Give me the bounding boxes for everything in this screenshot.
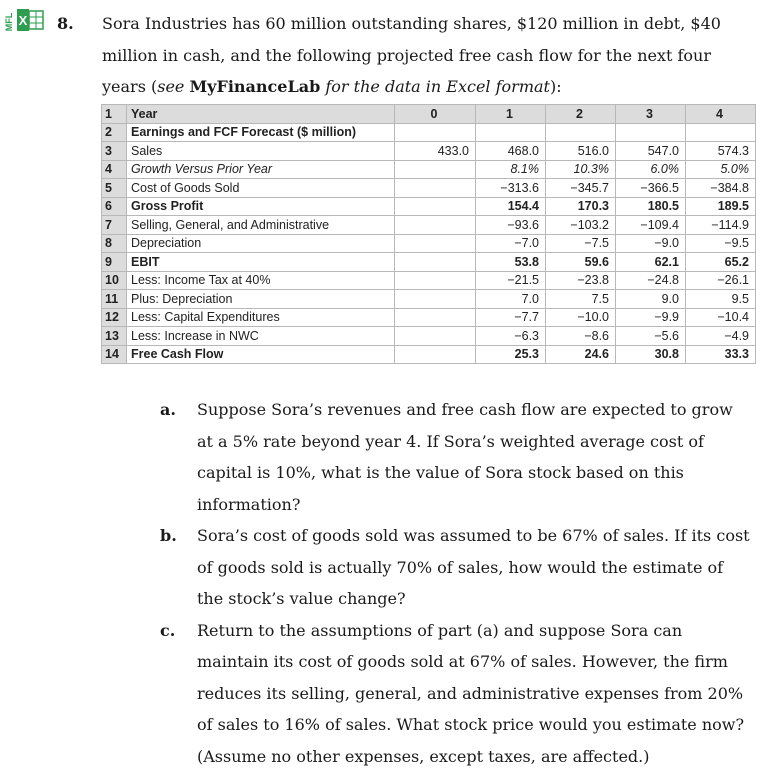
sheet-row-6 bbox=[102, 197, 756, 216]
row-number: 12 bbox=[102, 308, 127, 327]
cell-year-2: −103.2 bbox=[546, 216, 616, 235]
row-label: Less: Increase in NWC bbox=[127, 327, 395, 346]
row-number: 9 bbox=[102, 253, 127, 272]
cell-year-0 bbox=[395, 160, 476, 179]
cell-year-4: −384.8 bbox=[686, 179, 756, 198]
cell-year-2: −10.0 bbox=[546, 308, 616, 327]
cell-year-1: 468.0 bbox=[476, 142, 546, 161]
cell-year-2: −23.8 bbox=[546, 271, 616, 290]
sheet-row-2 bbox=[102, 123, 756, 142]
cell-year-0 bbox=[395, 179, 476, 198]
cell-year-0 bbox=[395, 271, 476, 290]
cell-year-3: 30.8 bbox=[616, 345, 686, 364]
row-number: 8 bbox=[102, 234, 127, 253]
sheet-row-11 bbox=[102, 290, 756, 309]
cell-year-3 bbox=[616, 123, 686, 142]
intro-text: Sora Industries has 60 million outstanding shares, $120 million in debt, $40 million in cash, and the following projected free cash flow for the next four years ( bbox=[102, 14, 721, 96]
row-label: Gross Profit bbox=[127, 197, 395, 216]
part-b-label: b. bbox=[160, 520, 197, 615]
cell-year-2: 7.5 bbox=[546, 290, 616, 309]
cell-year-4: 189.5 bbox=[686, 197, 756, 216]
cell-year-0: 0 bbox=[395, 105, 476, 124]
myfinancelab-link[interactable]: MyFinanceLab bbox=[189, 77, 320, 96]
question-number: 8. bbox=[57, 14, 74, 33]
row-label: Plus: Depreciation bbox=[127, 290, 395, 309]
cell-year-3: −109.4 bbox=[616, 216, 686, 235]
part-a-text: Suppose Sora’s revenues and free cash flow are expected to grow at a 5% rate beyond year 4. If Sora’s weighted average cost of capital is 10%, what is the value of Sora stock based on this information? bbox=[197, 394, 752, 520]
row-label: Less: Income Tax at 40% bbox=[127, 271, 395, 290]
intro-see: see bbox=[157, 77, 189, 96]
cell-year-2: 10.3% bbox=[546, 160, 616, 179]
part-a-label: a. bbox=[160, 394, 197, 520]
sheet-row-1 bbox=[102, 105, 756, 124]
cell-year-4: 4 bbox=[686, 105, 756, 124]
sheet-row-4 bbox=[102, 160, 756, 179]
cell-year-0 bbox=[395, 234, 476, 253]
row-number: 4 bbox=[102, 160, 127, 179]
part-c-label: c. bbox=[160, 615, 197, 772]
part-a bbox=[160, 394, 760, 520]
sheet-row-7 bbox=[102, 216, 756, 235]
cell-year-4: 5.0% bbox=[686, 160, 756, 179]
sheet-row-9 bbox=[102, 253, 756, 272]
cell-year-1 bbox=[476, 123, 546, 142]
part-c bbox=[160, 615, 760, 772]
sheet-row-8 bbox=[102, 234, 756, 253]
cell-year-4: −10.4 bbox=[686, 308, 756, 327]
cell-year-4: −26.1 bbox=[686, 271, 756, 290]
cell-year-4: 33.3 bbox=[686, 345, 756, 364]
cell-year-4 bbox=[686, 123, 756, 142]
cell-year-3: −9.9 bbox=[616, 308, 686, 327]
cell-year-2: 516.0 bbox=[546, 142, 616, 161]
row-label: Earnings and FCF Forecast ($ million) bbox=[127, 123, 395, 142]
cell-year-0 bbox=[395, 123, 476, 142]
cell-year-0 bbox=[395, 253, 476, 272]
fcf-spreadsheet bbox=[101, 104, 756, 364]
cell-year-2 bbox=[546, 123, 616, 142]
sheet-row-10 bbox=[102, 271, 756, 290]
cell-year-4: −114.9 bbox=[686, 216, 756, 235]
cell-year-0 bbox=[395, 290, 476, 309]
part-b-text: Sora’s cost of goods sold was assumed to be 67% of sales. If its cost of goods sold is actually 70% of sales, how would the estimate of the stock’s value change? bbox=[197, 520, 752, 615]
cell-year-1: −7.7 bbox=[476, 308, 546, 327]
row-number: 6 bbox=[102, 197, 127, 216]
cell-year-0 bbox=[395, 197, 476, 216]
row-number: 3 bbox=[102, 142, 127, 161]
cell-year-2: 2 bbox=[546, 105, 616, 124]
cell-year-2: −345.7 bbox=[546, 179, 616, 198]
cell-year-3: −9.0 bbox=[616, 234, 686, 253]
cell-year-0 bbox=[395, 216, 476, 235]
cell-year-1: 1 bbox=[476, 105, 546, 124]
cell-year-3: 3 bbox=[616, 105, 686, 124]
svg-text:X: X bbox=[19, 13, 28, 28]
cell-year-3: 547.0 bbox=[616, 142, 686, 161]
cell-year-1: 8.1% bbox=[476, 160, 546, 179]
cell-year-2: −8.6 bbox=[546, 327, 616, 346]
row-label: EBIT bbox=[127, 253, 395, 272]
intro-excel-note: for the data in Excel format bbox=[320, 77, 550, 96]
cell-year-4: 9.5 bbox=[686, 290, 756, 309]
cell-year-0 bbox=[395, 345, 476, 364]
row-label: Less: Capital Expenditures bbox=[127, 308, 395, 327]
excel-mfl-icon[interactable] bbox=[4, 6, 46, 38]
mfl-icon-text: MFL bbox=[4, 12, 14, 31]
row-number: 10 bbox=[102, 271, 127, 290]
cell-year-3: −366.5 bbox=[616, 179, 686, 198]
cell-year-3: 180.5 bbox=[616, 197, 686, 216]
part-b bbox=[160, 520, 760, 615]
cell-year-0 bbox=[395, 308, 476, 327]
part-c-text: Return to the assumptions of part (a) and suppose Sora can maintain its cost of goods sold at 67% of sales. However, the firm reduces its selling, general, and administrative expenses from 20% of sales to 16% of sales. What stock price would you estimate now? (Assume no other expenses, except taxes, are affected.) bbox=[197, 615, 752, 772]
cell-year-2: −7.5 bbox=[546, 234, 616, 253]
row-number: 14 bbox=[102, 345, 127, 364]
sheet-row-5 bbox=[102, 179, 756, 198]
cell-year-1: −21.5 bbox=[476, 271, 546, 290]
row-label: Depreciation bbox=[127, 234, 395, 253]
row-label: Selling, General, and Administrative bbox=[127, 216, 395, 235]
cell-year-4: −9.5 bbox=[686, 234, 756, 253]
cell-year-4: −4.9 bbox=[686, 327, 756, 346]
cell-year-1: −93.6 bbox=[476, 216, 546, 235]
cell-year-4: 574.3 bbox=[686, 142, 756, 161]
cell-year-1: 25.3 bbox=[476, 345, 546, 364]
cell-year-1: −7.0 bbox=[476, 234, 546, 253]
cell-year-2: 24.6 bbox=[546, 345, 616, 364]
intro-end: ): bbox=[550, 77, 562, 96]
cell-year-4: 65.2 bbox=[686, 253, 756, 272]
row-number: 5 bbox=[102, 179, 127, 198]
cell-year-3: 62.1 bbox=[616, 253, 686, 272]
cell-year-1: −6.3 bbox=[476, 327, 546, 346]
sheet-row-12 bbox=[102, 308, 756, 327]
cell-year-1: 154.4 bbox=[476, 197, 546, 216]
row-number: 2 bbox=[102, 123, 127, 142]
row-number: 7 bbox=[102, 216, 127, 235]
cell-year-1: 53.8 bbox=[476, 253, 546, 272]
cell-year-3: −24.8 bbox=[616, 271, 686, 290]
cell-year-3: 9.0 bbox=[616, 290, 686, 309]
question-parts bbox=[160, 394, 760, 772]
cell-year-3: −5.6 bbox=[616, 327, 686, 346]
cell-year-2: 170.3 bbox=[546, 197, 616, 216]
row-label: Growth Versus Prior Year bbox=[127, 160, 395, 179]
row-label: Year bbox=[127, 105, 395, 124]
cell-year-1: 7.0 bbox=[476, 290, 546, 309]
cell-year-1: −313.6 bbox=[476, 179, 546, 198]
sheet-row-13 bbox=[102, 327, 756, 346]
question-intro bbox=[102, 8, 742, 103]
row-label: Cost of Goods Sold bbox=[127, 179, 395, 198]
row-number: 1 bbox=[102, 105, 127, 124]
row-label: Sales bbox=[127, 142, 395, 161]
row-number: 11 bbox=[102, 290, 127, 309]
cell-year-0: 433.0 bbox=[395, 142, 476, 161]
row-label: Free Cash Flow bbox=[127, 345, 395, 364]
cell-year-2: 59.6 bbox=[546, 253, 616, 272]
sheet-row-3 bbox=[102, 142, 756, 161]
cell-year-3: 6.0% bbox=[616, 160, 686, 179]
sheet-row-14 bbox=[102, 345, 756, 364]
row-number: 13 bbox=[102, 327, 127, 346]
cell-year-0 bbox=[395, 327, 476, 346]
